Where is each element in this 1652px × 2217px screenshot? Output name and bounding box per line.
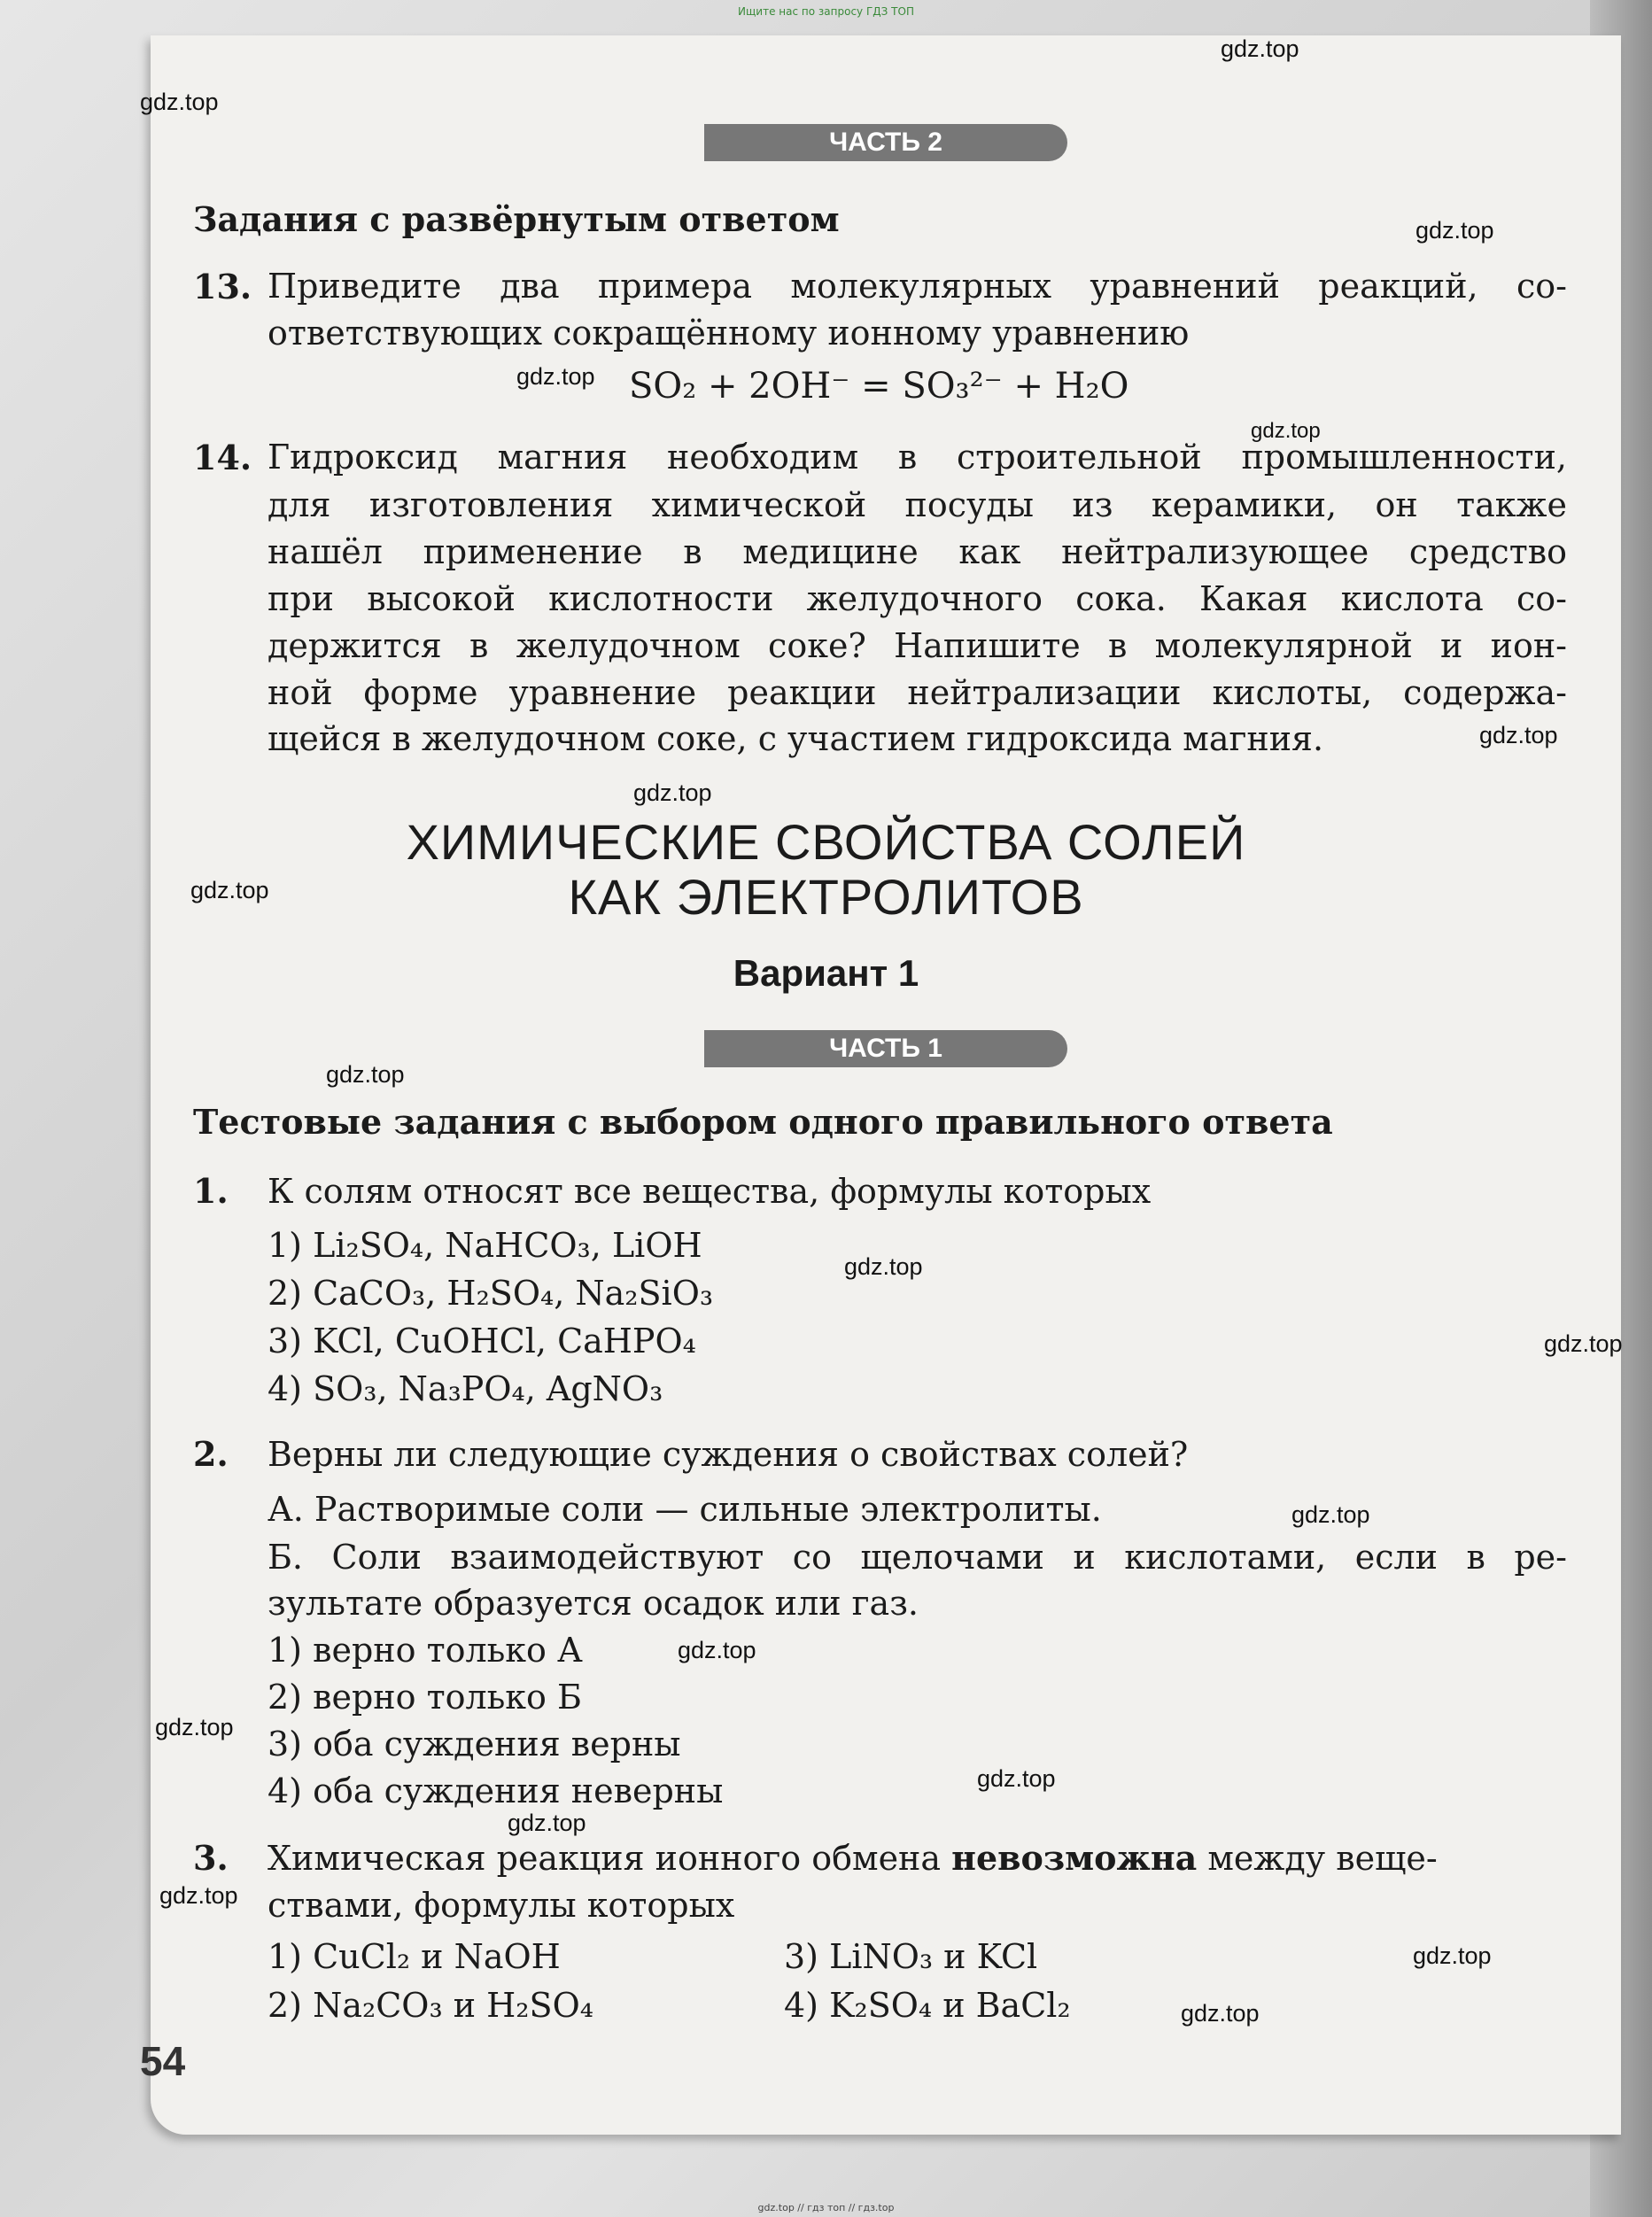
- emphasis-text: невозможна: [951, 1838, 1198, 1878]
- watermark: gdz.top: [678, 1637, 756, 1663]
- answer-option: 2) Na₂CO₃ и H₂SO₄: [268, 1986, 593, 2025]
- statement-b: Б. Соли взаимодействуют со щелочами и кислотами, если в ре-: [268, 1538, 1567, 1577]
- question-number: 3.: [193, 1838, 229, 1878]
- watermark: gdz.top: [1479, 722, 1558, 748]
- question-text-line: щейся в желудочном соке, с участием гидроксида магния.: [268, 719, 1324, 758]
- answer-option: 4) оба суждения неверны: [268, 1771, 724, 1810]
- answer-option: 3) оба суждения верны: [268, 1725, 681, 1764]
- statement-a: А. Растворимые соли — сильные электролиты.: [268, 1490, 1102, 1529]
- watermark: gdz.top: [633, 779, 712, 806]
- question-text-line: Гидроксид магния необходим в строительной промышленности,: [268, 438, 1567, 477]
- answer-option: 1) Li₂SO₄, NaHCO₃, LiOH: [268, 1226, 702, 1265]
- watermark: gdz.top: [1251, 419, 1321, 443]
- watermark: gdz.top: [508, 1810, 586, 1836]
- watermark: gdz.top: [977, 1765, 1056, 1792]
- question-text: [268, 1837, 1438, 1880]
- watermark: gdz.top: [1221, 35, 1299, 62]
- question-text: Приведите два примера молекулярных уравнений реакций, со-: [268, 267, 1567, 306]
- watermark: gdz.top: [190, 877, 269, 903]
- question-number: 14.: [193, 438, 252, 477]
- chapter-title: КАК ЭЛЕКТРОЛИТОВ: [568, 869, 1084, 925]
- question-text-line: нашёл применение в медицине как нейтрализующее средство: [268, 532, 1567, 571]
- answer-option: 2) верно только Б: [268, 1678, 582, 1717]
- question-text-line: держится в желудочном соке? Напишите в молекулярной и ион-: [268, 626, 1567, 665]
- section-heading: Задания с развёрнутым ответом: [193, 199, 840, 239]
- answer-option: 3) KCl, CuOHCl, CaHPO₄: [268, 1322, 696, 1360]
- question-number: 13.: [193, 267, 252, 306]
- watermark: gdz.top: [1544, 1330, 1623, 1357]
- question-text: Верны ли следующие суждения о свойствах солей?: [268, 1435, 1189, 1474]
- watermark: gdz.top: [140, 89, 219, 115]
- question-text-line: для изготовления химической посуды из керамики, он также: [268, 485, 1567, 524]
- part1-badge: ЧАСТЬ 1: [704, 1030, 1067, 1067]
- watermark: gdz.top: [1415, 217, 1494, 244]
- watermark: gdz.top: [155, 1714, 234, 1740]
- answer-option: 1) верно только А: [268, 1631, 583, 1670]
- question-text-part: Химическая реакция ионного обмена: [268, 1839, 952, 1878]
- watermark: gdz.top: [326, 1061, 405, 1088]
- question-number: 2.: [193, 1434, 229, 1474]
- answer-option: 4) K₂SO₄ и BaCl₂: [784, 1986, 1071, 2025]
- section-heading: Тестовые задания с выбором одного правильного ответа: [193, 1102, 1333, 1142]
- answer-option: 2) CaCO₃, H₂SO₄, Na₂SiO₃: [268, 1274, 714, 1313]
- question-text: ответствующих сокращённому ионному уравнению: [268, 314, 1190, 353]
- watermark: gdz.top: [844, 1253, 923, 1280]
- watermark: gdz.top: [516, 363, 595, 390]
- watermark: gdz.top: [1413, 1942, 1492, 1969]
- page-number: 54: [140, 2038, 186, 2084]
- question-text-part: между веще-: [1197, 1839, 1438, 1878]
- watermark: gdz.top: [1291, 1501, 1370, 1528]
- ionic-equation: SO₂ + 2OH⁻ = SO₃²⁻ + H₂O: [629, 366, 1129, 407]
- watermark: gdz.top: [159, 1882, 238, 1909]
- question-text: ствами, формулы которых: [268, 1886, 735, 1925]
- question-text: К солям относят все вещества, формулы которых: [268, 1172, 1152, 1211]
- answer-option: 1) CuCl₂ и NaOH: [268, 1937, 561, 1976]
- question-text-line: ной форме уравнение реакции нейтрализации кислоты, содержа-: [268, 673, 1567, 712]
- answer-option: 3) LiNO₃ и KCl: [784, 1937, 1038, 1976]
- answer-option: 4) SO₃, Na₃PO₄, AgNO₃: [268, 1369, 663, 1408]
- bottom-note: gdz.top // гдз топ // гдз.top: [757, 2202, 895, 2213]
- question-number: 1.: [193, 1171, 229, 1211]
- variant-title: Вариант 1: [733, 952, 919, 994]
- statement-b-cont: зультате образуется осадок или газ.: [268, 1584, 919, 1623]
- question-text-line: при высокой кислотности желудочного сока. Какая кислота со-: [268, 579, 1567, 618]
- chapter-title: ХИМИЧЕСКИЕ СВОЙСТВА СОЛЕЙ: [406, 814, 1246, 870]
- top-note: Ищите нас по запросу ГДЗ ТОП: [738, 5, 914, 18]
- watermark: gdz.top: [1181, 2000, 1260, 2027]
- part2-badge: ЧАСТЬ 2: [704, 124, 1067, 161]
